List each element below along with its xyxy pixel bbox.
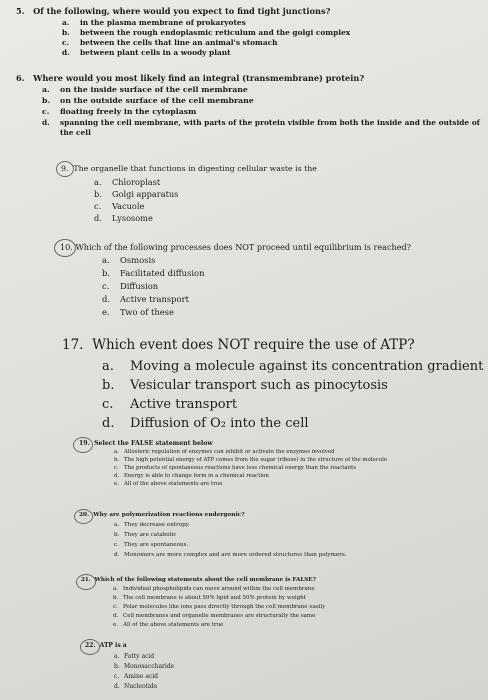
option-d[interactable]: d. Monomers are more complex and are more ordered structures than polymers. — [114, 552, 347, 558]
option-c[interactable]: c. Amino acid — [114, 673, 159, 680]
question-number: 22. — [85, 642, 96, 649]
option-e[interactable]: e. All of the above statements are true — [113, 622, 224, 628]
question-stem: 22. ATP is a — [85, 642, 127, 649]
option-c[interactable]: c. Active transport — [102, 397, 238, 412]
option-a[interactable]: a. Individual phospholipids can move around within the cell membrane — [113, 586, 315, 592]
option-a[interactable]: a. Fatty acid — [114, 653, 155, 660]
option-d-continued: the cell — [60, 128, 91, 137]
question-stem: 20. Why are polymerization reactions endergonic? — [79, 512, 245, 518]
question-number: 6. — [16, 73, 25, 83]
option-b[interactable]: b. Facilitated diffusion — [102, 268, 205, 278]
option-c[interactable]: c. Polar molecules like ions pass directly through the cell membrane easily — [113, 604, 326, 610]
option-c[interactable]: c. Diffusion — [102, 281, 159, 291]
option-c[interactable]: c. floating freely in the cytoplasm — [42, 107, 197, 116]
option-a[interactable]: a. on the inside surface of the cell membrane — [42, 85, 248, 94]
question-number: 5. — [16, 6, 25, 16]
option-d[interactable]: d. Diffusion of O₂ into the cell — [102, 416, 309, 431]
option-a[interactable]: a. Osmosis — [102, 255, 156, 265]
question-number: 17. — [62, 337, 84, 353]
option-b[interactable]: b. Golgi apparatus — [94, 189, 179, 199]
question-number: 9. — [61, 164, 69, 173]
option-b[interactable]: b. The high potential energy of ATP comes from the sugar (ribose) in the structure of the molecule — [114, 457, 388, 463]
option-a[interactable]: a. Allosteric regulation of enzymes can inhibit or activate the enzymes involved — [114, 449, 335, 455]
question-stem: 5. Of the following, where would you expect to find tight junctions? — [16, 6, 331, 16]
option-d[interactable]: d. between plant cells in a woody plant — [62, 48, 231, 57]
option-d[interactable]: d. Lysosome — [94, 213, 153, 223]
option-c[interactable]: c. They are spontaneous. — [114, 542, 189, 548]
question-number: 19. — [79, 440, 90, 447]
option-a[interactable]: a. Chloroplast — [94, 177, 161, 187]
option-b[interactable]: b. They are catabolic — [114, 532, 177, 538]
option-d[interactable]: d. Energy is able to change form in a chemical reaction — [114, 473, 269, 479]
option-c[interactable]: c. between the cells that line an animal's stomach — [62, 38, 278, 47]
option-a[interactable]: a. They decrease entropy. — [114, 522, 190, 528]
option-b[interactable]: b. Monosaccharide — [114, 663, 175, 670]
option-e[interactable]: e. Two of these — [102, 307, 174, 317]
question-stem: 6. Where would you most likely find an integral (transmembrane) protein? — [16, 73, 365, 83]
option-b[interactable]: b. on the outside surface of the cell membrane — [42, 96, 254, 105]
option-b[interactable]: b. between the rough endoplasmic reticulum and the golgi complex — [62, 28, 351, 37]
question-stem: 9. The organelle that functions in digesting cellular waste is the — [61, 164, 317, 173]
option-b[interactable]: b. The cell membrane is about 50% lipid and 50% protein by weight — [113, 595, 306, 601]
option-d[interactable]: d. Nucleotide — [114, 683, 158, 690]
question-stem: 10. Which of the following processes does NOT proceed until equilibrium is reached? — [60, 242, 412, 252]
option-e[interactable]: e. All of the above statements are true — [114, 481, 223, 487]
question-stem: 17. Which event does NOT require the use of ATP? — [62, 337, 415, 353]
option-a[interactable]: a. Moving a molecule against its concentration gradient — [102, 359, 484, 374]
option-d[interactable]: d. spanning the cell membrane, with parts of the protein visible from both the inside and the outside of — [42, 118, 480, 127]
question-number: 21. — [81, 577, 91, 583]
option-b[interactable]: b. Vesicular transport such as pinocytosis — [102, 378, 388, 393]
option-c[interactable]: c. Vacuole — [94, 201, 145, 211]
question-stem: 21. Which of the following statements about the cell membrane is FALSE? — [81, 577, 316, 583]
option-a[interactable]: a. in the plasma membrane of prokaryotes — [62, 18, 246, 27]
question-stem: 19. Select the FALSE statement below — [79, 440, 213, 447]
question-number: 20. — [79, 512, 90, 518]
option-c[interactable]: c. The products of spontaneous reactions have less chemical energy than the reactants — [114, 465, 357, 471]
question-number: 10. — [60, 242, 73, 252]
option-d[interactable]: d. Cell membranes and organelle membranes are structurally the same — [113, 613, 316, 619]
option-d[interactable]: d. Active transport — [102, 294, 189, 304]
